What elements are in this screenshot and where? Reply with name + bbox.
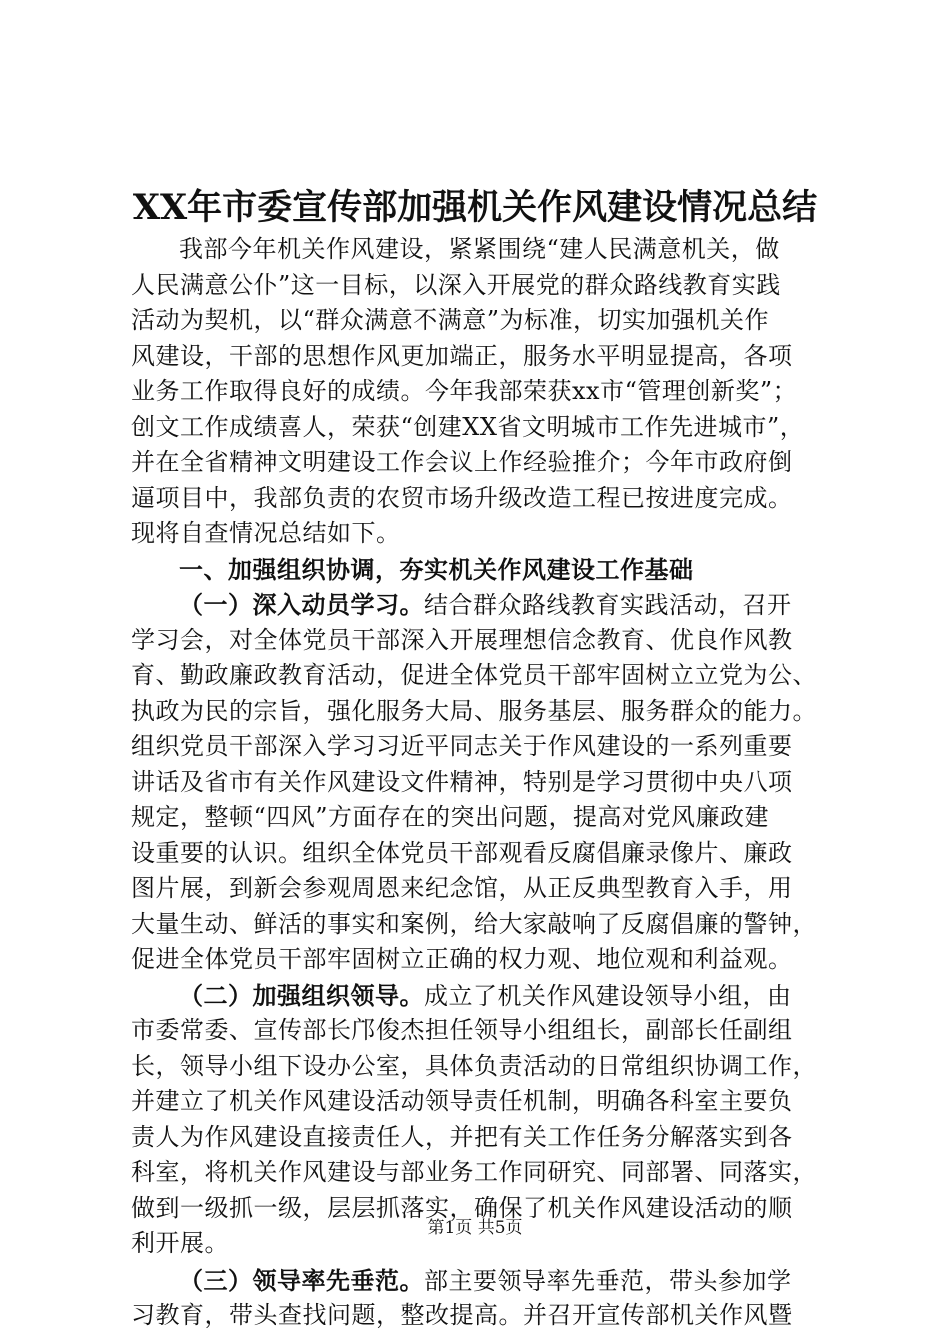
paragraph-line: 育、勤政廉政教育活动，促进全体党员干部牢固树立立党为公、 — [131, 661, 817, 689]
paragraph-line: 利开展。 — [131, 1229, 229, 1257]
subsection-heading: （二）加强组织领导。 — [179, 980, 424, 1010]
intro-line: 逼项目中，我部负责的农贸市场升级改造工程已按进度完成。 — [131, 483, 793, 512]
paragraph-text: 成立了机关作风建设领导小组，由 — [424, 981, 792, 1010]
intro-line: 并在全省精神文明建设工作会议上作经验推介；今年市政府倒 — [131, 448, 793, 476]
paragraph-line: 长，领导小组下设办公室，具体负责活动的日常组织协调工作， — [131, 1051, 817, 1080]
subsection-first-line — [131, 1263, 851, 1299]
intro-line: 人民满意公仆”这一目标，以深入开展党的群众路线教育实践 — [131, 270, 781, 299]
intro-line: 现将自查情况总结如下。 — [131, 519, 401, 547]
paragraph-text: 部主要领导率先垂范，带头参加学 — [424, 1266, 792, 1295]
intro-line: 创文工作成绩喜人，荣获“创建XX省文明城市工作先进城市”， — [131, 412, 805, 441]
paragraph-line: 讲话及省市有关作风建设文件精神，特别是学习贯彻中央八项 — [131, 767, 793, 796]
paragraph-line: 组织党员干部深入学习习近平同志关于作风建设的一系列重要 — [131, 732, 793, 760]
paragraph-line: 图片展，到新会参观周恩来纪念馆，从正反典型教育入手，用 — [131, 874, 793, 902]
paragraph-line: 大量生动、鲜活的事实和案例，给大家敲响了反腐倡廉的警钟， — [131, 909, 817, 938]
paragraph-line: 市委常委、宣传部长邝俊杰担任领导小组组长，副部长任副组 — [131, 1016, 793, 1044]
paragraph-line: 做到一级抓一级，层层抓落实，确保了机关作风建设活动的顺 — [131, 1193, 793, 1222]
intro-line: 业务工作取得良好的成绩。今年我部荣获xx市“管理创新奖”； — [131, 377, 798, 405]
document-body — [131, 232, 851, 1334]
page-number-footer: 第1页 共5页 — [427, 1218, 523, 1238]
paragraph-line: 设重要的认识。组织全体党员干部观看反腐倡廉录像片、廉政 — [131, 838, 793, 867]
paragraph-line: 学习会，对全体党员干部深入开展理想信念教育、优良作风教 — [131, 625, 793, 654]
paragraph-line: 科室，将机关作风建设与部业务工作同研究、同部署、同落实， — [131, 1158, 817, 1186]
document-title: XX年市委宣传部加强机关作风建设情况总结 — [132, 187, 818, 228]
subsection-first-line — [131, 978, 851, 1014]
paragraph-line: 习教育，带头查找问题，整改提高。并召开宣传部机关作风暨 — [131, 1301, 793, 1329]
paragraph-line: 规定，整顿“四风”方面存在的突出问题，提高对党风廉政建 — [131, 803, 770, 831]
intro-line: 风建设，干部的思想作风更加端正，服务水平明显提高，各项 — [131, 341, 793, 370]
paragraph-line: 执政为民的宗旨，强化服务大局、服务基层、服务群众的能力。 — [131, 696, 817, 725]
subsection-heading: （三）领导率先垂范。 — [179, 1265, 424, 1295]
paragraph-line: 并建立了机关作风建设活动领导责任机制，明确各科室主要负 — [131, 1087, 793, 1115]
intro-line: 活动为契机，以“群众满意不满意”为标准，切实加强机关作 — [131, 306, 770, 334]
paragraph-line: 责人为作风建设直接责任人，并把有关工作任务分解落实到各 — [131, 1122, 793, 1151]
subsection-heading: （一）深入动员学习。 — [179, 590, 424, 619]
paragraph-text: 结合群众路线教育实践活动，召开 — [424, 591, 792, 619]
section-heading: 一、加强组织协调，夯实机关作风建设工作基础 — [179, 554, 694, 584]
paragraph-line: 促进全体党员干部牢固树立正确的权力观、地位观和利益观。 — [131, 945, 793, 973]
subsection-first-line — [131, 587, 851, 623]
intro-line: 我部今年机关作风建设，紧紧围绕“建人民满意机关，做 — [179, 235, 780, 263]
